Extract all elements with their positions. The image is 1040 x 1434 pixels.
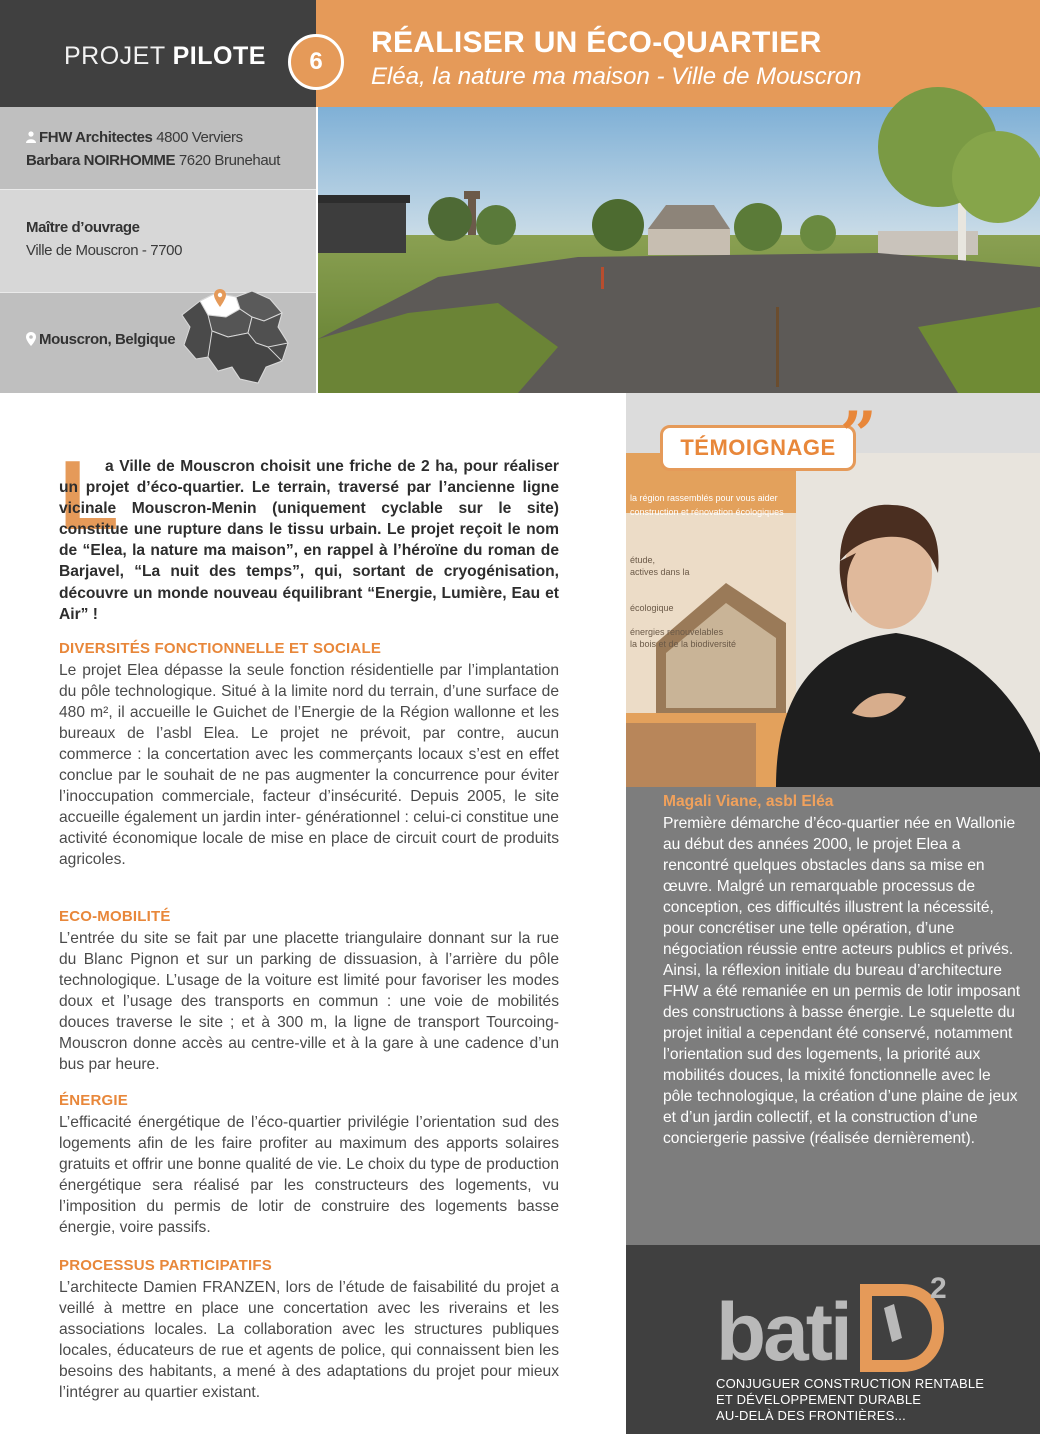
svg-text:2: 2: [930, 1272, 947, 1305]
location-pin-icon: [26, 332, 36, 346]
section-body-processus: L’architecte Damien FRANZEN, lors de l’étude de faisabilité du projet a veillé à mettre en place une concertation avec les riverains et les associations locales. La collaboration avec les structures publiques locales, éducateurs de rue et agents de police, qui connaissent bien les besoins des habitants, a mené à des adaptations du projet pour mieux l’intégrer au quartier existant.: [59, 1279, 559, 1401]
tagline-line: CONJUGUER CONSTRUCTION RENTABLE: [716, 1376, 985, 1391]
svg-text:la bois et de la biodiversité: la bois et de la biodiversité: [630, 639, 737, 649]
testimony-author: Magali Viane, asbl Eléa: [663, 793, 834, 810]
section-heading-diversites: DIVERSITÉS FONCTIONNELLE ET SOCIALE: [59, 640, 382, 657]
quote-mark-icon: ”: [840, 398, 877, 473]
wallonia-map-icon: [178, 287, 296, 387]
owner-value: Ville de Mouscron - 7700: [26, 242, 183, 259]
architect-line-2: Barbara NOIRHOMME 7620 Brunehaut: [26, 152, 280, 169]
svg-text:L: L: [59, 440, 119, 550]
section-body-eco-mobilite: L’entrée du site se fait par une placette triangulaire donnant sur la rue du Blanc Pignon et sur un parking de dissuasion, à l’arrière du pôle technologique. L’usage de la voiture est limité pour favoriser les modes doux et l’usage des transports en commun : une voie de mobilités douces traverse le site ; et à 300 m, la ligne de transport Tourcoing-Mouscron donne accès au centre-ville et à la gare à une cadence d’un bus par heure.: [59, 930, 559, 1073]
svg-text:la région rassemblés pour vous: la région rassemblés pour vous aider: [630, 493, 778, 503]
logo-tagline: [716, 1376, 1016, 1424]
architects-block: [0, 107, 316, 189]
svg-text:énergies renouvelables: énergies renouvelables: [630, 627, 724, 637]
section-body-diversites: Le projet Elea dépasse la seule fonction résidentielle par l’implantation du pôle technologique. Situé à la limite nord du terrain, d’une surface de 480 m², il accueille le Guichet de l’Energie de la Région wallonne et les bureaux de l’asbl Elea. Le projet ne prévoit, par contre, aucun commerce : la concertation avec les commerçants locaux s’est en effet conclue par le souhait de ne pas augmenter la concurrence pour éviter l’inoccupation commerciale, facteur d’insécurité. Depuis 2005, le site accueille également un jardin inter- générationnel : celui-ci constitue une activité économique locale de mise en place de circuit court de produits agricoles.: [59, 662, 559, 868]
testimony-badge: TÉMOIGNAGE: [660, 425, 856, 471]
project-number-badge: 6: [288, 34, 344, 90]
tagline-line: AU-DELÀ DES FRONTIÈRES...: [716, 1408, 906, 1423]
site-photo: [318, 107, 1040, 393]
batid2-logo: [716, 1268, 956, 1378]
page-subtitle: Eléa, la nature ma maison - Ville de Mouscron: [371, 63, 862, 90]
section-body-energie: L’efficacité énergétique de l’éco-quartier privilégie l’orientation sud des logements afin de les faire profiter au maximum des apports solaires gratuits et offrir une bonne qualité de vie. Le choix du type de production énergétique sera réalisé par les constructeurs des logements, vu l’imposition du permis de lotir de construire des logements basse énergie, voire passifs.: [59, 1114, 559, 1236]
testimony-text: Première démarche d’éco-quartier née en Wallonie au début des années 2000, le projet Elea a rencontré quelques obstacles dans sa mise en œuvre. Malgré un remarquable processus de conception, ces difficultés illustrent la nécessité, pour concrétiser une telle opération, d’une négociation réussie entre acteurs publics et privés. Ainsi, la réflexion initiale du bureau d’architecture FHW a été remaniée en un permis de lotir imposant des constructions à basse énergie. Le squelette du projet initial a cependant été conservé, notamment l’orientation sud des logements, la priorité aux mobilités douces, la mixité fonctionnelle avec le pôle technologique, la création d’une plaine de jeux et d’un jardin collectif, et la construction d’une conciergerie passive (réalisée dernièrement).: [663, 815, 1021, 1147]
tagline-line: ET DÉVELOPPEMENT DURABLE: [716, 1392, 922, 1407]
owner-block: [0, 189, 316, 293]
section-heading-processus: PROCESSUS PARTICIPATIFS: [59, 1257, 272, 1274]
svg-text:écologique: écologique: [630, 603, 674, 613]
section-heading-eco-mobilite: ECO-MOBILITÉ: [59, 908, 171, 925]
witness-photo: [626, 453, 1040, 787]
article-lead: a Ville de Mouscron choisit une friche de 2 ha, pour réaliser un projet d’éco-quartier. Le terrain, traversé par l’ancienne ligne vicinale Mouscron-Menin (uniquement cyclable sur le site) constitue une rupture dans le tissu urbain. Le projet reçoit le nom de “Elea, la nature ma maison”, en rappel à l’héroïne du roman de Barjavel, “La nuit des temps”, qui, sortant de cryogénisation, découvre un monde nouveau équilibrant “Energie, Lumière, Eau et Air” !: [59, 458, 559, 623]
header-kicker: PROJET PILOTE: [64, 42, 266, 70]
owner-label: Maître d’ouvrage: [26, 219, 140, 236]
architect-line-1: FHW Architectes 4800 Verviers: [26, 129, 243, 146]
page-title: RÉALISER UN ÉCO-QUARTIER: [371, 26, 822, 59]
svg-text:étude,: étude,: [630, 555, 656, 565]
project-info-panel: [0, 107, 316, 393]
svg-text:construction et rénovation éco: construction et rénovation écologiques: [630, 507, 784, 517]
location-line: Mouscron, Belgique: [26, 331, 175, 348]
svg-text:actives dans la: actives dans la: [630, 567, 690, 577]
person-icon: [26, 131, 36, 143]
svg-text:bati: bati: [716, 1287, 850, 1378]
section-heading-energie: ÉNERGIE: [59, 1092, 128, 1109]
